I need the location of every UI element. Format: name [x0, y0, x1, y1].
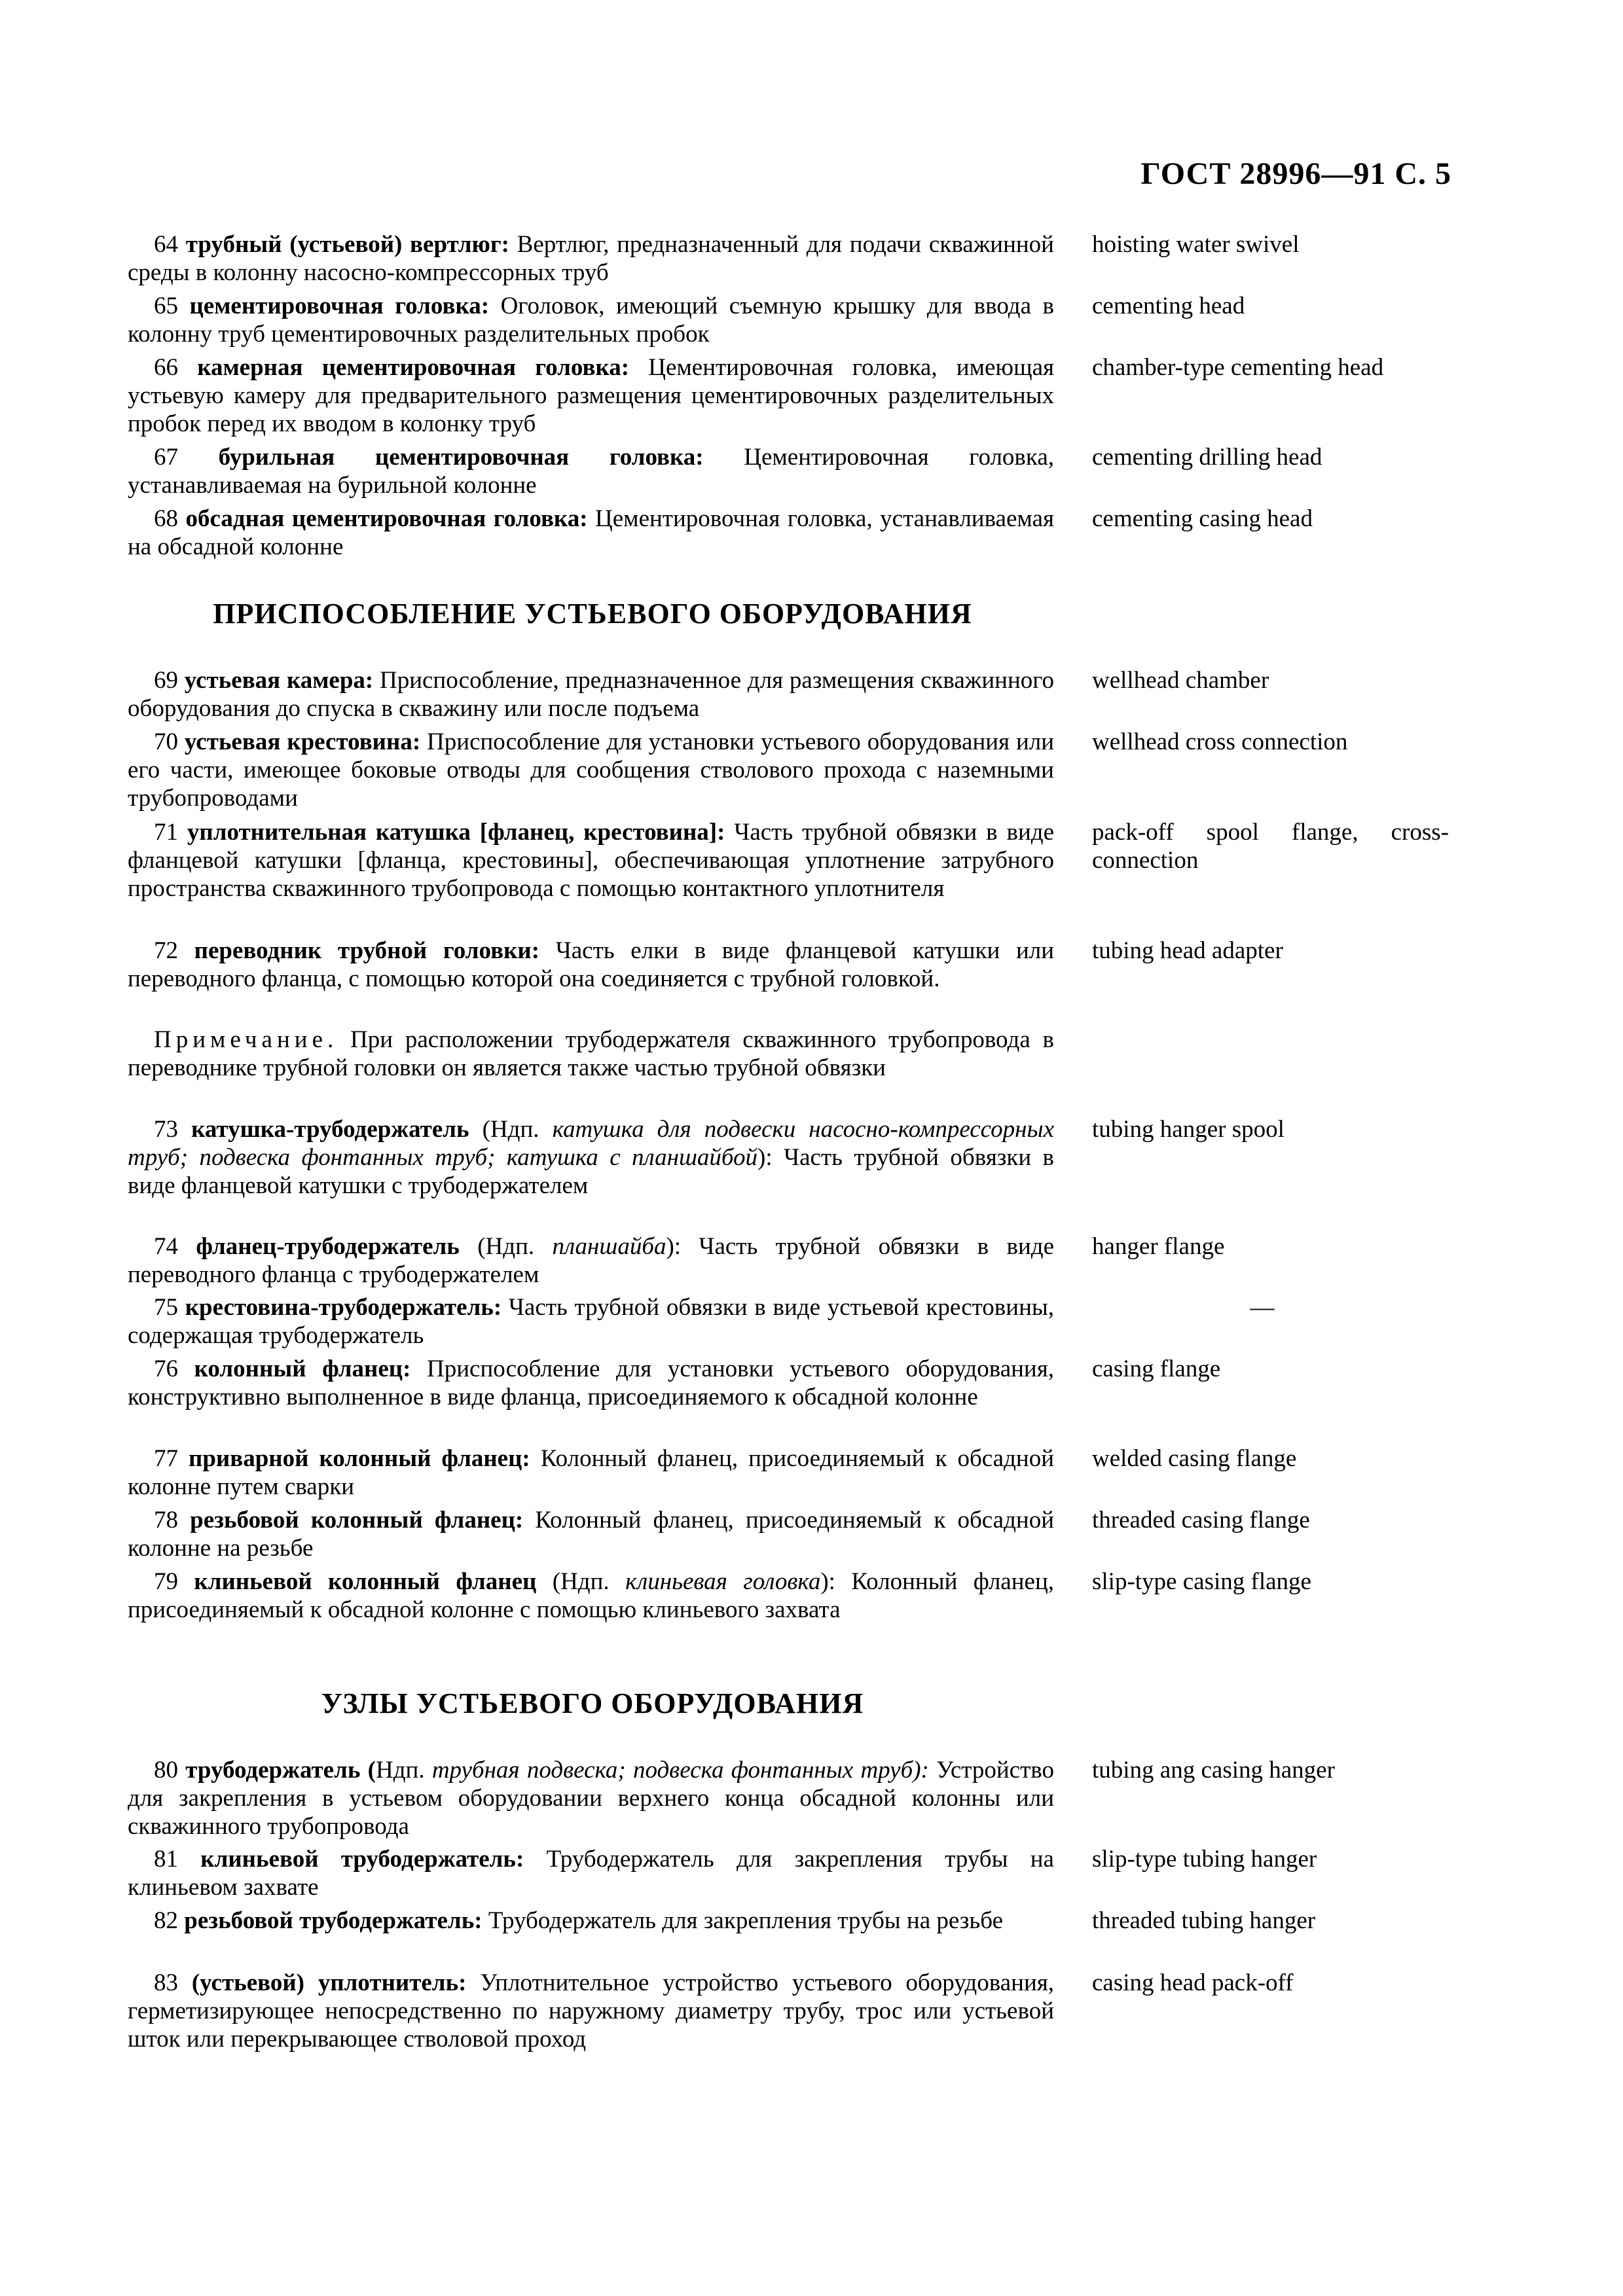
entry-term: резьбовой колонный фланец: — [190, 1507, 524, 1534]
deprecated-terms: трубная подвеска; подвеска фонтанных труб): — [431, 1757, 929, 1784]
entry-term: цементировочная головка: — [189, 293, 490, 319]
entry-ru: 76 колонный фланец: Приспособление для установки устьевого оборудования, конструктивно выполненное в виде фланца, присоединяемого к обсадной колонне — [128, 1355, 1054, 1410]
entry-ru: 82 резьбовой трубодержатель: Трубодержатель для закрепления трубы на резьбе — [154, 1907, 1003, 1934]
entry-en: tubing head adapter — [1092, 937, 1283, 964]
entry-term: колонный фланец: — [194, 1355, 411, 1382]
entry-term: бурильная цементировочная головка: — [218, 444, 704, 471]
entry-definition: Трубодержатель для закрепления трубы на резьбе — [482, 1907, 1003, 1934]
entry-term: клиньевой трубодержатель: — [200, 1846, 524, 1873]
entry-definition: Трубодержатель для закрепления трубы на клиньевом захвате — [128, 1846, 1054, 1901]
entry-term: устьевая крестовина: — [184, 728, 421, 755]
entry-ru: 83 (устьевой) уплотнитель: Уплотнительное устройство устьевого оборудования, герметизирующее непосредственно по наружному диаметру трубу, трос или устьевой шток или перекрывающее стволовой проход — [128, 1969, 1055, 2053]
entry-en: tubing ang casing hanger — [1092, 1757, 1335, 1784]
entry-ru: 65 цементировочная головка: Оголовок, имеющий съемную крышку для ввода в колонну труб цементировочных разделительных пробок — [128, 293, 1054, 348]
entry-en: cementing casing head — [1092, 505, 1313, 532]
entry-ru: 68 обсадная цементировочная головка: Цементировочная головка, устанавливаемая на обсадной колонне — [128, 505, 1055, 560]
deprecated-terms: катушка для подвески насосно-компрессорных труб; подвеска фонтанных труб; катушка с планшайбой — [128, 1116, 1055, 1171]
entry-en: cementing head — [1092, 293, 1245, 319]
entry-definition: Цементировочная головка, имеющая устьевую камеру для предварительного размещения цементировочных разделительных пробок перед их вводом в колонку труб — [128, 354, 1055, 437]
entry-definition: Приспособление для установки устьевого оборудования или его части, имеющее боковые отводы для сообщения стволового прохода с наземными трубопроводами — [128, 728, 1055, 812]
entry-definition: Цементировочная головка, устанавливаемая на обсадной колонне — [128, 505, 1055, 560]
entry-term: камерная цементировочная головка: — [197, 354, 630, 381]
entry-ru: 74 фланец-трубодержатель (Ндп. планшайба): Часть трубной обвязки в виде переводного фланца с трубодержателем — [128, 1233, 1054, 1288]
entry-definition: Уплотнительное устройство устьевого оборудования, герметизирующее непосредственно по наружному диаметру трубу, трос или устьевой шток или перекрывающее стволовой проход — [128, 1969, 1055, 2053]
section-title: УЗЛЫ УСТЬЕВОГО ОБОРУДОВАНИЯ — [321, 1687, 864, 1719]
entry-definition: Оголовок, имеющий съемную крышку для ввода в колонну труб цементировочных разделительных пробок — [128, 293, 1054, 348]
entry-definition: Часть елки в виде фланцевой катушки или переводного фланца, с помощью которой она соединяется с трубной головкой. — [128, 937, 1055, 992]
entry-en: casing flange — [1092, 1355, 1221, 1382]
entry-en: chamber-type cementing head — [1092, 354, 1384, 381]
entry-definition: Приспособление для установки устьевого оборудования, конструктивно выполненное в виде фланца, присоединяемого к обсадной колонне — [128, 1355, 1054, 1410]
entry-term: переводник трубной головки: — [194, 937, 540, 964]
entry-en: welded casing flange — [1092, 1445, 1297, 1472]
entry-ru: 81 клиньевой трубодержатель: Трубодержатель для закрепления трубы на клиньевом захвате — [128, 1846, 1054, 1901]
entry-definition: Колонный фланец, присоединяемый к обсадной колонне путем сварки — [128, 1445, 1055, 1500]
entry-en: wellhead cross connection — [1092, 728, 1348, 755]
entry-term: фланец-трубодержатель — [196, 1233, 460, 1260]
entry-definition: Колонный фланец, присоединяемый к обсадной колонне на резьбе — [128, 1507, 1054, 1562]
entry-definition: Вертлюг, предназначенный для подачи скважинной среды в колонну насосно-компрессорных труб — [128, 231, 1054, 286]
entry-term: обсадная цементировочная головка: — [185, 505, 588, 532]
entry-ru: 72 переводник трубной головки: Часть елки в виде фланцевой катушки или переводного фланца, с помощью которой она соединяется с трубной головкой. — [128, 937, 1055, 992]
entry-ru: 66 камерная цементировочная головка: Цементировочная головка, имеющая устьевую камеру для предварительного размещения цементировочных разделительных пробок перед их вводом в колонку труб — [128, 354, 1055, 437]
entry-en: pack-off spool flange, cross-connection — [1092, 819, 1449, 874]
entry-definition: Часть трубной обвязки в виде устьевой крестовины, содержащая трубодержатель — [128, 1294, 1054, 1349]
entry-definition: ): Часть трубной обвязки в виде фланцевой катушки с трубодержателем — [128, 1144, 1055, 1199]
entry-ru: 80 трубодержатель (Ндп. трубная подвеска; подвеска фонтанных труб): Устройство для закрепления в устьевом оборудовании верхнего конца обсадной колонны или скважинного трубопровода — [128, 1757, 1054, 1840]
entry-ru: 79 клиньевой колонный фланец (Ндп. клиньевая головка): Колонный фланец, присоединяемый к обсадной колонне с помощью клиньевого захвата — [128, 1568, 1054, 1623]
entry-definition: Приспособление, предназначенное для размещения скважинного оборудования до спуска в скважину или после подъема — [128, 667, 1054, 722]
entry-term: трубодержатель ( — [185, 1757, 376, 1784]
entry-ru: 64 трубный (устьевой) вертлюг: Вертлюг, предназначенный для подачи скважинной среды в колонну насосно-компрессорных труб — [128, 231, 1054, 286]
entry-en: slip-type tubing hanger — [1092, 1846, 1317, 1873]
entry-term: (устьевой) уплотнитель: — [191, 1969, 467, 1996]
entry-definition: ): Часть трубной обвязки в виде переводного фланца с трубодержателем — [128, 1233, 1054, 1288]
entry-en: tubing hanger spool — [1092, 1116, 1285, 1143]
entry-en: — — [1250, 1294, 1275, 1321]
entry-definition: ): Колонный фланец, присоединяемый к обсадной колонне с помощью клиньевого захвата — [128, 1568, 1054, 1623]
entry-en: hoisting water swivel — [1092, 231, 1300, 258]
deprecated-terms: клиньевая головка — [625, 1568, 821, 1595]
entry-en: hanger flange — [1092, 1233, 1225, 1260]
entry-en: casing head pack-off — [1092, 1969, 1294, 1996]
entry-ru: 71 уплотнительная катушка [фланец, крестовина]: Часть трубной обвязки в виде фланцевой катушки [фланца, крестовины], обеспечивающая уплотнение затрубного пространства скважинного трубопровода с помощью контактного уплотнителя — [128, 819, 1054, 902]
entry-ru: 75 крестовина-трубодержатель: Часть трубной обвязки в виде устьевой крестовины, содержащая трубодержатель — [128, 1294, 1054, 1349]
entry-ru: 70 устьевая крестовина: Приспособление для установки устьевого оборудования или его части, имеющее боковые отводы для сообщения стволового прохода с наземными трубопроводами — [128, 728, 1055, 812]
entry-en: cementing drilling head — [1092, 444, 1322, 471]
entry-ru: 67 бурильная цементировочная головка: Цементировочная головка, устанавливаемая на бурильной колонне — [128, 444, 1054, 499]
entry-term: устьевая камера: — [184, 667, 374, 694]
entry-en: wellhead chamber — [1092, 667, 1269, 694]
section-title: ПРИСПОСОБЛЕНИЕ УСТЬЕВОГО ОБОРУДОВАНИЯ — [213, 598, 972, 630]
entry-ru: 69 устьевая камера: Приспособление, предназначенное для размещения скважинного оборудования до спуска в скважину или после подъема — [128, 667, 1054, 722]
entry-term: приварной колонный фланец: — [189, 1445, 530, 1472]
note-text: При расположении трубодержателя скважинного трубопровода в переводнике трубной головки он является также частью трубной обвязки — [128, 1026, 1054, 1081]
entry-ru: 77 приварной колонный фланец: Колонный фланец, присоединяемый к обсадной колонне путем сварки — [128, 1445, 1055, 1500]
entry-term: уплотнительная катушка [фланец, крестовина]: — [187, 819, 725, 846]
note-label: Примечание. — [154, 1026, 338, 1053]
entry-definition: Цементировочная головка, устанавливаемая на бурильной колонне — [128, 444, 1054, 499]
entry-en: threaded casing flange — [1092, 1507, 1310, 1534]
entry-term: трубный (устьевой) вертлюг: — [185, 231, 509, 258]
entry-ru: 78 резьбовой колонный фланец: Колонный фланец, присоединяемый к обсадной колонне на резьбе — [128, 1507, 1054, 1562]
entry-ru: 73 катушка-трубодержатель (Ндп. катушка для подвески насосно-компрессорных труб; подвеска фонтанных труб; катушка с планшайбой): Часть трубной обвязки в виде фланцевой катушки с трубодержателем — [128, 1116, 1055, 1199]
entry-en: slip-type casing flange — [1092, 1568, 1311, 1595]
entry-en: threaded tubing hanger — [1092, 1907, 1316, 1934]
deprecated-terms: планшайба — [552, 1233, 666, 1260]
page-header: ГОСТ 28996—91 С. 5 — [1140, 156, 1451, 191]
entry-definition: Устройство для закрепления в устьевом оборудовании верхнего конца обсадной колонны или скважинного трубопровода — [128, 1757, 1054, 1840]
entry-term: резьбовой трубодержатель: — [184, 1907, 483, 1934]
entry-definition: Часть трубной обвязки в виде фланцевой катушки [фланца, крестовины], обеспечивающая уплотнение затрубного пространства скважинного трубопровода с помощью контактного уплотнителя — [128, 819, 1054, 902]
entry-term: крестовина-трубодержатель: — [185, 1294, 502, 1321]
entry-term: катушка-трубодержатель — [191, 1116, 469, 1143]
entry-term: клиньевой колонный фланец — [194, 1568, 537, 1595]
